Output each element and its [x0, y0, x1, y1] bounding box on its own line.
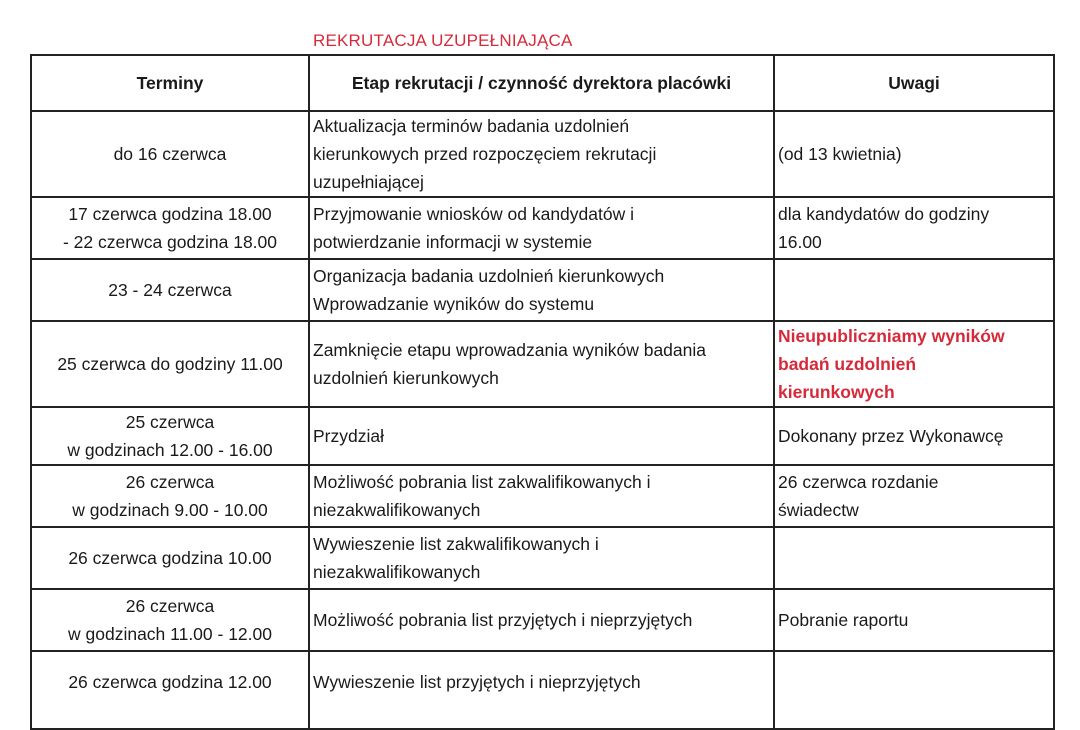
table-row [31, 197, 1054, 259]
term-line: 25 czerwca [125, 412, 215, 432]
stage-line: Wprowadzanie wyników do systemu [313, 294, 595, 314]
term-cell [31, 589, 309, 651]
term-line: 26 czerwca godzina 12.00 [68, 672, 272, 692]
term-line: w godzinach 12.00 - 16.00 [67, 440, 273, 460]
term-line: 25 czerwca do godziny 11.00 [57, 354, 283, 374]
note-cell [774, 111, 1054, 197]
header-notes: Uwagi [774, 55, 1054, 111]
term-line: 26 czerwca godzina 10.00 [68, 548, 272, 568]
note-cell-empty [774, 651, 1054, 729]
term-cell [31, 527, 309, 589]
stage-line: uzdolnień kierunkowych [313, 368, 499, 388]
stage-line: Przydział [313, 426, 384, 446]
term-line: 23 - 24 czerwca [108, 280, 232, 300]
note-cell [774, 197, 1054, 259]
stage-cell [309, 407, 774, 465]
note-cell [774, 407, 1054, 465]
note-line: (od 13 kwietnia) [778, 144, 902, 164]
term-cell [31, 465, 309, 527]
term-line: 26 czerwca [125, 472, 215, 492]
note-cell [774, 589, 1054, 651]
table-row [31, 259, 1054, 321]
table-row [31, 589, 1054, 651]
term-line: 26 czerwca [125, 596, 215, 616]
stage-line: niezakwalifikowanych [313, 562, 481, 582]
stage-line: Zamknięcie etapu wprowadzania wyników badania [313, 340, 706, 360]
note-line: kierunkowych [778, 382, 895, 402]
stage-cell [309, 321, 774, 407]
term-line: w godzinach 9.00 - 10.00 [72, 500, 268, 520]
stage-cell [309, 589, 774, 651]
stage-cell [309, 111, 774, 197]
term-line: do 16 czerwca [113, 144, 227, 164]
stage-line: Wywieszenie list zakwalifikowanych i [313, 534, 599, 554]
table-row [31, 465, 1054, 527]
stage-line: Aktualizacja terminów badania uzdolnień [313, 116, 630, 136]
stage-line: Możliwość pobrania list przyjętych i nieprzyjętych [313, 610, 693, 630]
term-cell [31, 111, 309, 197]
stage-line: uzupełniającej [313, 172, 424, 192]
stage-line: Możliwość pobrania list zakwalifikowanych i [313, 472, 651, 492]
note-line: świadectw [778, 500, 859, 520]
table-header-row [31, 55, 1054, 111]
stage-cell [309, 259, 774, 321]
table-row [31, 111, 1054, 197]
note-cell [774, 465, 1054, 527]
stage-line: potwierdzanie informacji w systemie [313, 232, 593, 252]
stage-line: Przyjmowanie wniosków od kandydatów i [313, 204, 634, 224]
recruitment-schedule-table [30, 54, 1055, 730]
table-row [31, 407, 1054, 465]
term-line: w godzinach 11.00 - 12.00 [68, 624, 272, 644]
note-cell-empty [774, 259, 1054, 321]
note-cell-warning [774, 321, 1054, 407]
stage-line: niezakwalifikowanych [313, 500, 481, 520]
term-cell [31, 259, 309, 321]
stage-line: kierunkowych przed rozpoczęciem rekrutacji [313, 144, 657, 164]
term-line: - 22 czerwca godzina 18.00 [62, 232, 278, 252]
note-line: 16.00 [778, 232, 822, 252]
note-line: Dokonany przez Wykonawcę [778, 426, 1004, 446]
note-line: 26 czerwca rozdanie [778, 472, 939, 492]
term-line: 17 czerwca godzina 18.00 [68, 204, 272, 224]
note-line: dla kandydatów do godziny [778, 204, 990, 224]
term-cell [31, 197, 309, 259]
document-title: REKRUTACJA UZUPEŁNIAJĄCA [313, 31, 573, 50]
stage-cell [309, 651, 774, 729]
table-row [31, 321, 1054, 407]
note-line: Nieupubliczniamy wyników [778, 326, 1005, 346]
stage-cell [309, 465, 774, 527]
header-terms: Terminy [31, 55, 309, 111]
stage-cell [309, 527, 774, 589]
header-stage: Etap rekrutacji / czynność dyrektora placówki [309, 55, 774, 111]
stage-line: Wywieszenie list przyjętych i nieprzyjętych [313, 672, 641, 692]
note-cell-empty [774, 527, 1054, 589]
term-cell [31, 321, 309, 407]
stage-line: Organizacja badania uzdolnień kierunkowych [313, 266, 665, 286]
term-cell [31, 651, 309, 729]
note-line: badań uzdolnień [778, 354, 917, 374]
note-line: Pobranie raportu [778, 610, 909, 630]
stage-cell [309, 197, 774, 259]
table-row [31, 527, 1054, 589]
table-row [31, 651, 1054, 729]
term-cell [31, 407, 309, 465]
